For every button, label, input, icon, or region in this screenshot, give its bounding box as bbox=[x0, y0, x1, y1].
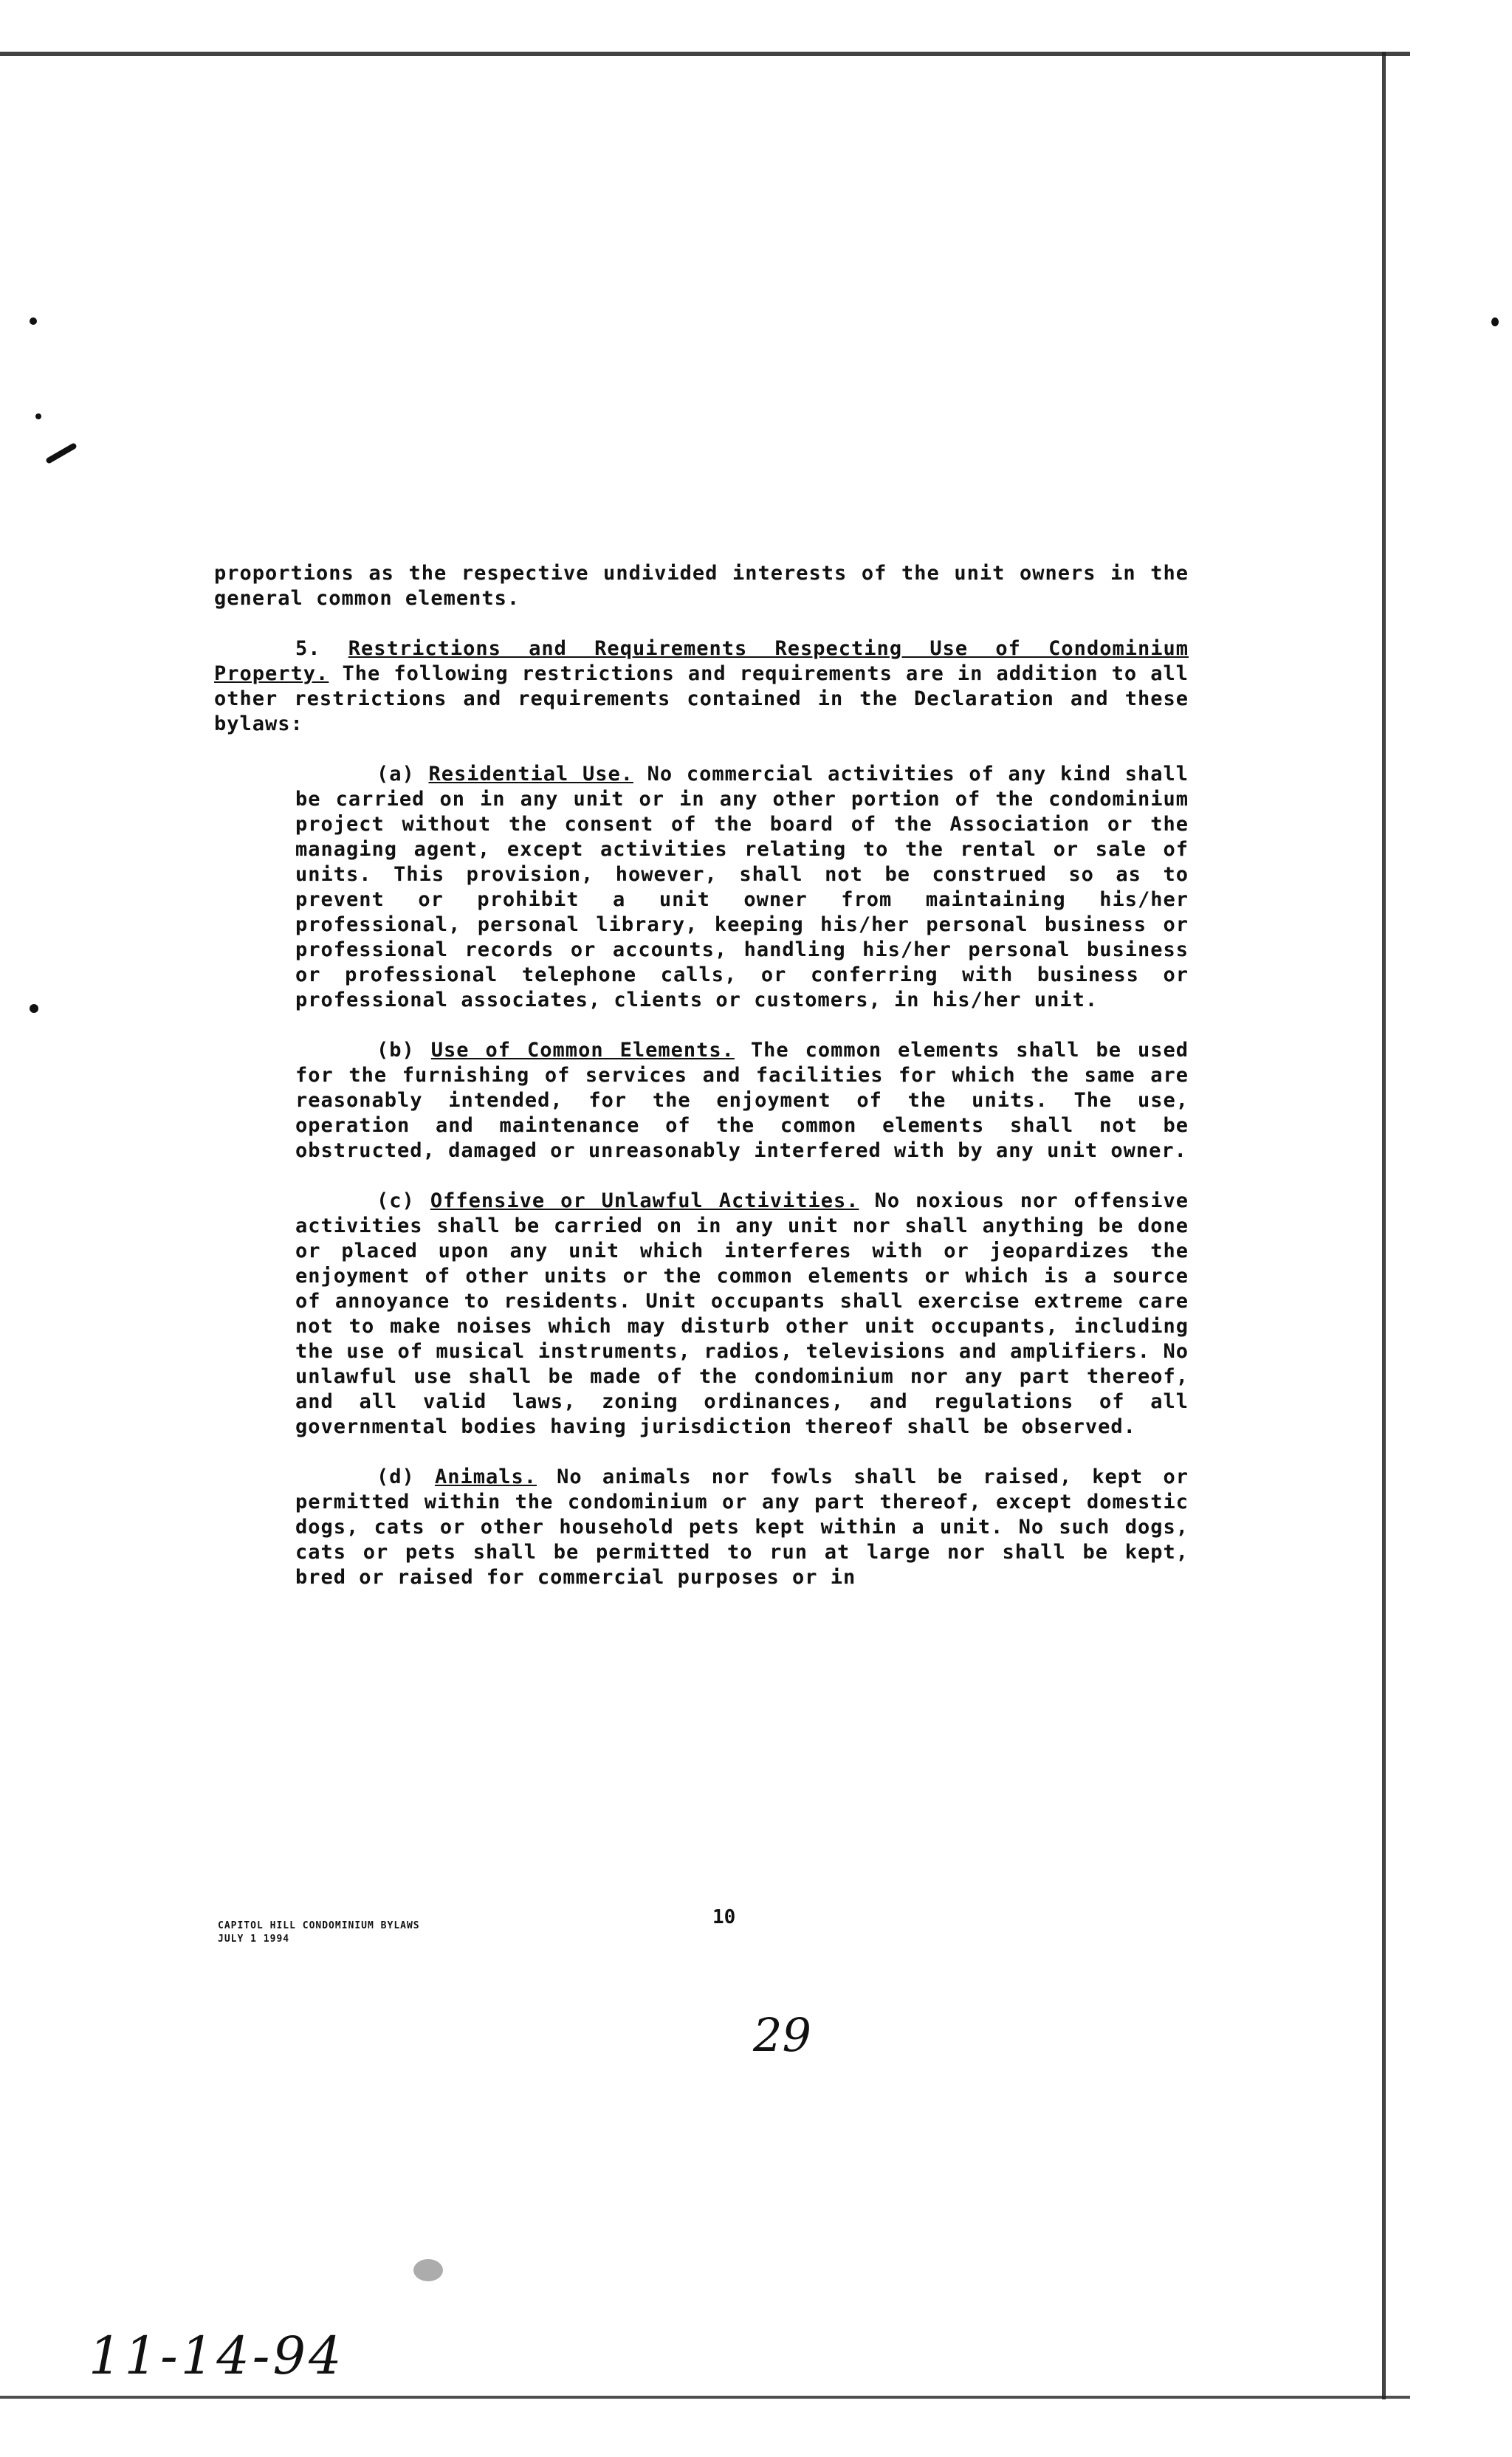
scan-speck bbox=[30, 317, 37, 325]
footer-doc-title: CAPITOL HILL CONDOMINIUM BYLAWS bbox=[218, 1920, 420, 1931]
subsection-a bbox=[214, 762, 1189, 1013]
scan-border-right bbox=[1382, 52, 1386, 2399]
subsection-heading: Offensive or Unlawful Activities. bbox=[430, 1189, 859, 1212]
subsection-label: (c) bbox=[377, 1189, 415, 1212]
subsection-label: (d) bbox=[377, 1465, 415, 1488]
scan-speck bbox=[413, 2259, 443, 2281]
page-number: 10 bbox=[712, 1906, 736, 1928]
subsection-text: The common elements shall be used for the furnishing of services and facilities for which the same are reasonably intended, for the enjoyment of the units. The use, operation and maintenance of the common elements shall not be obstructed, damaged or unreasonably interfered with by any unit owner. bbox=[295, 1039, 1189, 1162]
footer-doc-date: JULY 1 1994 bbox=[218, 1934, 290, 1945]
subsection-heading: Animals. bbox=[434, 1465, 537, 1488]
scan-speck bbox=[1491, 317, 1499, 326]
subsection-heading: Use of Common Elements. bbox=[430, 1039, 735, 1062]
subsection-c bbox=[214, 1189, 1189, 1440]
footer-document-code bbox=[218, 1920, 420, 1946]
subsection-heading: Residential Use. bbox=[428, 763, 633, 786]
section-text: The following restrictions and requirements are in addition to all other restrictions and requirements contained in the Declaration and these bylaws: bbox=[214, 662, 1189, 735]
scan-speck bbox=[45, 442, 78, 464]
section-heading: Restrictions and Requirements Respecting Use of Condominium Property. bbox=[214, 637, 1189, 685]
subsection-text: No commercial activities of any kind shall be carried on in any unit or in any other portion of the condominium project without the consent of the board of the Association or the managing agent, except activities relating to the rental or sale of units. This provision, however, shall not be construed so as to prevent or prohibit a unit owner from maintaining his/her professional, personal library, keeping his/her personal business or professional records or accounts, handling his/her personal business or professional telephone calls, or conferring with business or professional associates, clients or customers, in his/her unit. bbox=[295, 763, 1189, 1011]
scan-border-top bbox=[0, 52, 1410, 56]
document-body bbox=[214, 561, 1189, 1615]
section-number: 5. bbox=[295, 637, 321, 660]
subsection-label: (a) bbox=[377, 763, 415, 786]
subsection-b bbox=[214, 1038, 1189, 1164]
section-5 bbox=[214, 636, 1189, 737]
subsection-text: No noxious nor offensive activities shall be carried on in any unit nor shall anything be done or placed upon any unit which interferes with or jeopardizes the enjoyment of other units or the common elements or which is a source of annoyance to residents. Unit occupants shall exercise extreme care not to make noises which may disturb other unit occupants, including the use of musical instruments, radios, televisions and amplifiers. No unlawful use shall be made of the condominium nor any part thereof, and all valid laws, zoning ordinances, and regulations of all governmental bodies having jurisdiction thereof shall be observed. bbox=[295, 1189, 1189, 1438]
intro-paragraph: proportions as the respective undivided interests of the unit owners in the general common elements. bbox=[214, 562, 1189, 610]
subsection-text: No animals nor fowls shall be raised, kept or permitted within the condominium or any part thereof, except domestic dogs, cats or other household pets kept within a unit. No such dogs, cats or pets shall be permitted to run at large nor shall be kept, bred or raised for commercial purposes or in bbox=[295, 1465, 1189, 1589]
subsection-label: (b) bbox=[377, 1039, 415, 1062]
scan-speck bbox=[35, 413, 41, 419]
subsection-d bbox=[214, 1465, 1189, 1590]
handwritten-page-stamp: 29 bbox=[753, 2008, 811, 2062]
scan-border-bottom bbox=[0, 2396, 1410, 2399]
scan-speck bbox=[30, 1004, 38, 1013]
handwritten-date: 11-14-94 bbox=[89, 2326, 345, 2386]
